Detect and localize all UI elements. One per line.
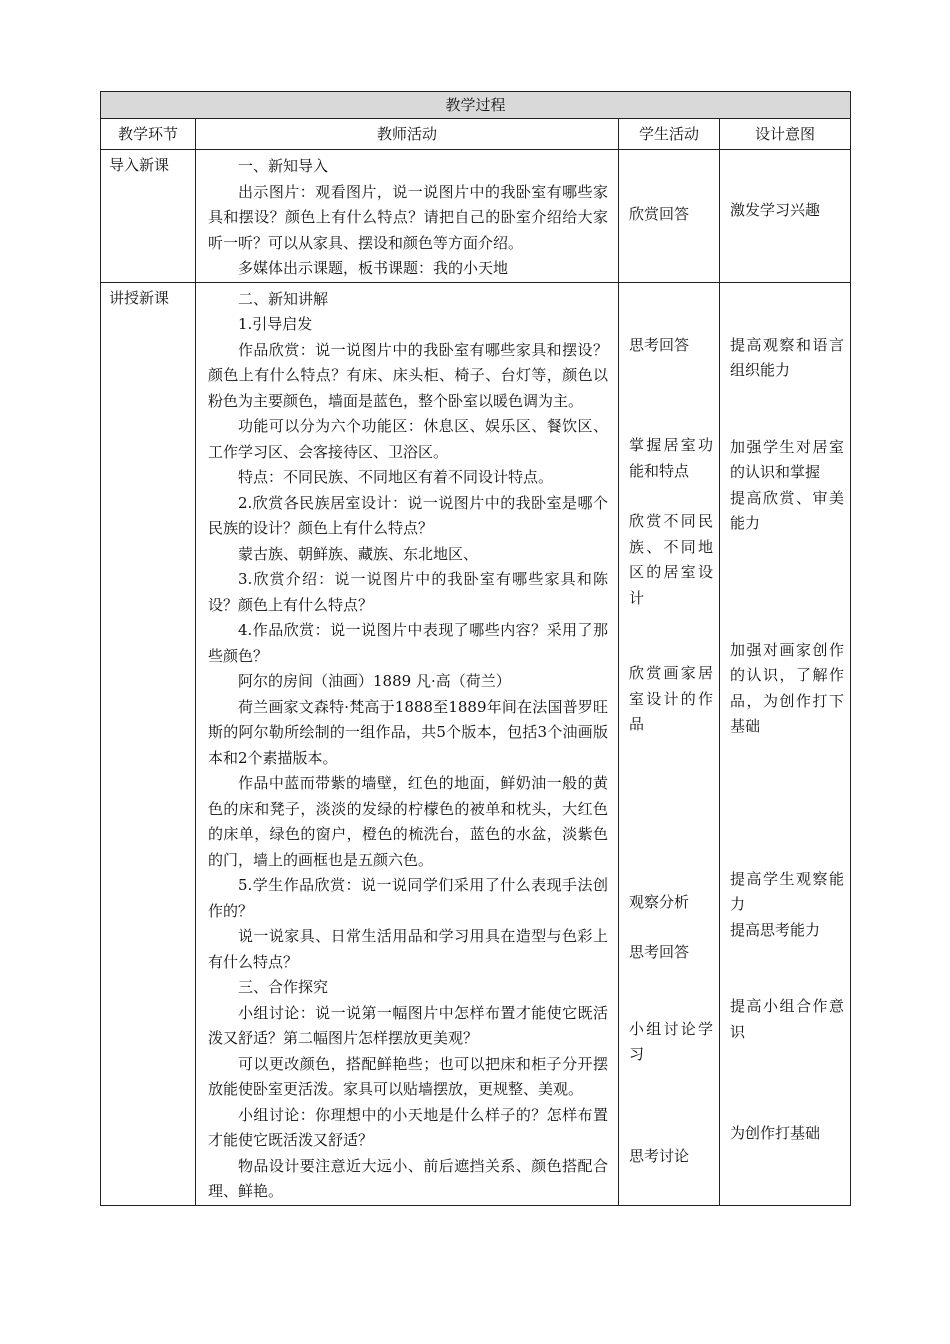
teacher-paragraph: 一、新知导入 [238, 157, 329, 175]
design-intent: 提高小组合作意识 [730, 997, 845, 1041]
stage-cell-teaching: 讲授新课 [101, 282, 196, 1205]
student-activity: 思考回答 [629, 335, 690, 354]
student-activity: 欣赏回答 [629, 205, 690, 223]
student-activity: 思考回答 [629, 943, 690, 961]
title-row [101, 92, 851, 119]
student-activity: 欣赏画家居室设计的作品 [629, 664, 713, 733]
teacher-cell-teaching [196, 282, 619, 1205]
teacher-paragraph: 多媒体出示课题，板书课题：我的小天地 [238, 259, 509, 277]
header-teacher: 教师活动 [196, 119, 619, 150]
design-intent: 加强对画家创作的认识，了解作品，为创作打下基础 [730, 640, 845, 735]
teacher-paragraph: 3.欣赏介绍：说一说图片中的我卧室有哪些家具和陈设？颜色上有什么特点？ [208, 570, 608, 614]
student-activity: 观察分析 [629, 892, 690, 911]
design-intent: 提高思考能力 [730, 920, 821, 939]
student-activity: 掌握居室功能和特点 [629, 436, 713, 480]
stage-cell-intro: 导入新课 [101, 150, 196, 283]
student-activity: 欣赏不同民族、不同地区的居室设计 [629, 512, 713, 607]
teacher-paragraph: 阿尔的房间（油画）1889 凡·高（荷兰） [238, 672, 511, 690]
teacher-paragraph: 4.作品欣赏：说一说图片中表现了哪些内容？采用了那些颜色？ [208, 621, 608, 665]
design-intent: 加强学生对居室的认识和掌握 [730, 437, 845, 481]
teacher-paragraph: 作品欣赏：说一说图片中的我卧室有哪些家具和摆设？颜色上有什么特点？有床、床头柜、椅子、台灯等，颜色以粉色为主要颜色，墙面是蓝色，整个卧室以暖色调为主。 [208, 340, 608, 410]
teacher-paragraph: 蒙古族、朝鲜族、藏族、东北地区、 [238, 544, 479, 563]
header-intent: 设计意图 [720, 119, 851, 150]
table-row [101, 282, 851, 1205]
header-student: 学生活动 [619, 119, 720, 150]
student-cell-teaching [619, 282, 720, 1205]
table-row [101, 150, 851, 283]
design-intent: 提高学生观察能力 [730, 869, 845, 913]
teacher-paragraph: 2.欣赏各民族居室设计：说一说图片中的我卧室是哪个民族的设计？颜色上有什么特点？ [208, 493, 608, 537]
table-title: 教学过程 [101, 92, 851, 119]
lesson-table [100, 91, 851, 1206]
teacher-paragraph: 5.学生作品欣赏：说一说同学们采用了什么表现手法创作的？ [208, 876, 608, 920]
header-row [101, 119, 851, 150]
teacher-paragraph: 可以更改颜色，搭配鲜艳些；也可以把床和柜子分开摆放能使卧室更活泼。家具可以贴墙摆放，更规整、美观。 [208, 1054, 608, 1098]
teacher-paragraph: 功能可以分为六个功能区：休息区、娱乐区、餐饮区、工作学习区、会客接待区、卫浴区。 [208, 417, 608, 461]
header-stage: 教学环节 [101, 119, 196, 150]
teacher-paragraph: 物品设计要注意近大远小、前后遮挡关系、颜色搭配合理、鲜艳。 [208, 1156, 608, 1200]
intent-cell-intro [720, 150, 851, 283]
teacher-paragraph: 特点：不同民族、不同地区有着不同设计特点。 [238, 468, 554, 486]
design-intent: 为创作打基础 [730, 1124, 821, 1142]
teacher-paragraph: 小组讨论：说一说第一幅图片中怎样布置才能使它既活泼又舒适？第二幅图片怎样摆放更美观？ [208, 1003, 608, 1047]
design-intent: 提高欣赏、审美能力 [730, 488, 845, 532]
design-intent: 提高观察和语言组织能力 [730, 335, 845, 379]
student-activity: 小组讨论学习 [629, 1019, 713, 1063]
teacher-paragraph: 小组讨论：你理想中的小天地是什么样子的？怎样布置才能使它既活泼又舒适？ [208, 1105, 608, 1149]
teacher-paragraph: 1.引导启发 [238, 315, 313, 333]
teacher-cell-intro [196, 150, 619, 283]
teacher-paragraph: 作品中蓝而带紫的墙壁，红色的地面，鲜奶油一般的黄色的床和凳子，淡淡的发绿的柠檬色的被单和枕头，大红色的床单，绿色的窗户，橙色的梳洗台，蓝色的水盆，淡紫色的门，墙上的画框也是五颜六色。 [208, 774, 608, 869]
teacher-paragraph: 荷兰画家文森特·梵高于1888至1889年间在法国普罗旺斯的阿尔勒所绘制的一组作品，共5个版本，包括3个油画版本和2个素描版本。 [208, 697, 608, 767]
design-intent: 激发学习兴趣 [730, 201, 821, 219]
teacher-paragraph: 三、合作探究 [238, 978, 329, 996]
teacher-paragraph: 说一说家具、日常生活用品和学习用具在造型与色彩上有什么特点？ [208, 927, 608, 971]
teacher-paragraph: 二、新知讲解 [238, 289, 329, 308]
student-activity: 思考讨论 [629, 1146, 690, 1165]
intent-cell-teaching [720, 282, 851, 1205]
teacher-paragraph: 出示图片：观看图片，说一说图片中的我卧室有哪些家具和摆设？颜色上有什么特点？请把自己的卧室介绍给大家听一听？可以从家具、摆设和颜色等方面介绍。 [208, 182, 608, 252]
student-cell-intro [619, 150, 720, 283]
